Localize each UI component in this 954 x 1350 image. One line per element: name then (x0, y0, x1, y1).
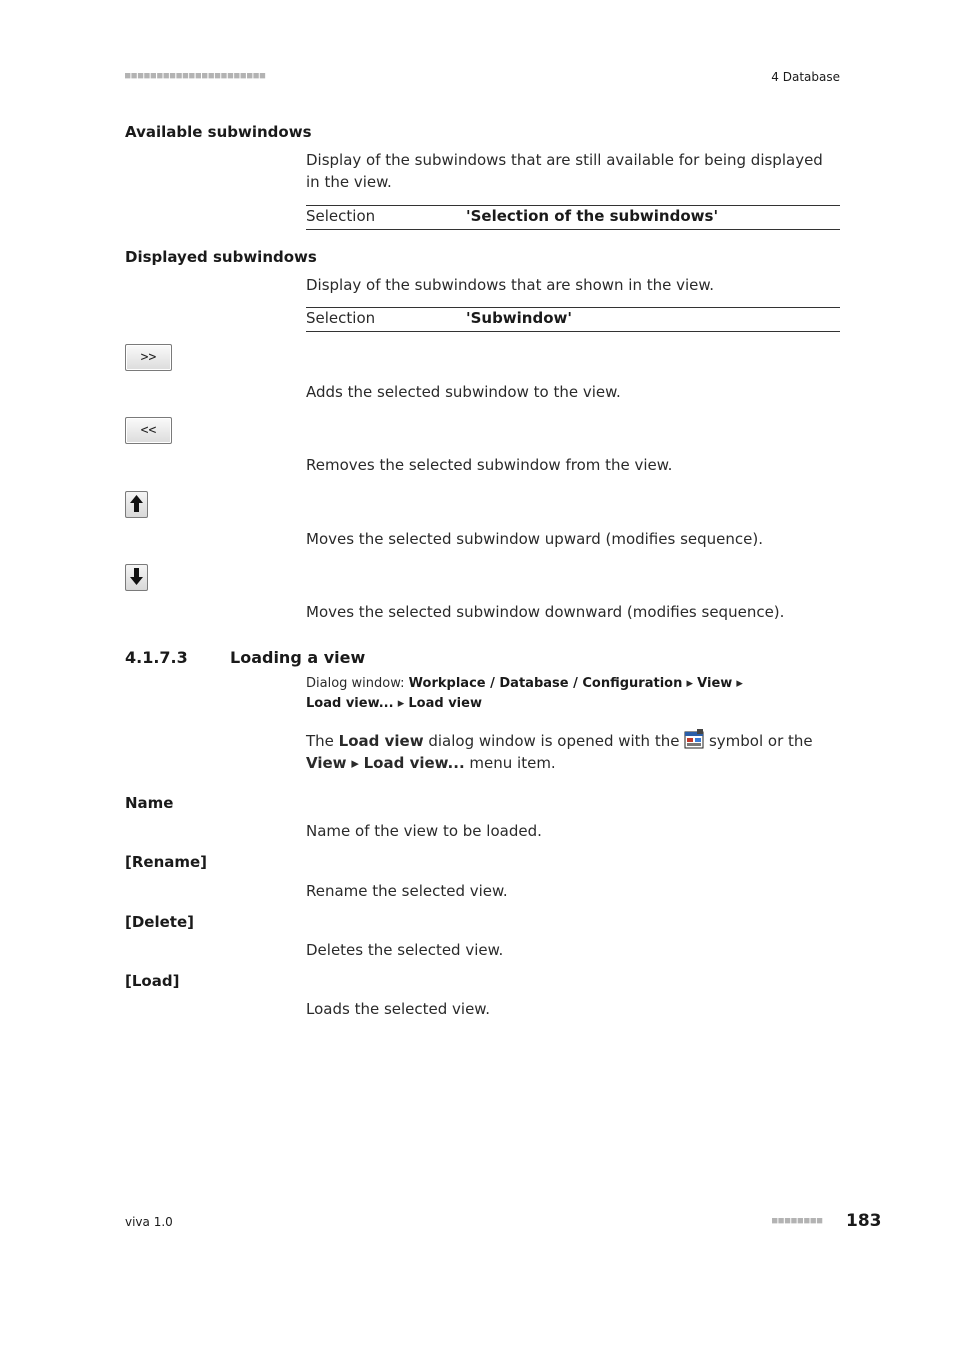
path-arrow: ▸ (351, 754, 359, 772)
available-subwindows-heading: Available subwindows (125, 123, 312, 141)
move-up-desc: Moves the selected subwindow upward (modifies sequence). (306, 530, 763, 548)
add-subwindow-desc: Adds the selected subwindow to the view. (306, 383, 621, 401)
selection-key: Selection (306, 309, 376, 327)
dialog-path-4: Load view (408, 696, 482, 711)
intro-bold: Load view... (363, 754, 465, 772)
dialog-window-path (306, 674, 776, 714)
selection-value: 'Subwindow' (466, 309, 572, 327)
remove-subwindow-desc: Removes the selected subwindow from the view. (306, 456, 673, 474)
arrow-down-icon (129, 567, 144, 586)
header-decoration: ■■■■■■■■■■■■■■■■■■■■■■ (125, 71, 267, 81)
intro-bold: Load view (338, 732, 424, 750)
dialog-prefix: Dialog window: (306, 676, 409, 691)
dialog-path-3: Load view... (306, 696, 394, 711)
footer-decoration: ■■■■■■■■ (772, 1216, 824, 1226)
param-load-desc: Loads the selected view. (306, 1000, 490, 1018)
displayed-subwindows-desc: Display of the subwindows that are shown in the view. (306, 276, 715, 294)
section-number: 4.1.7.3 (125, 648, 188, 667)
displayed-selection-table (306, 307, 840, 332)
dialog-path-2: View (697, 676, 733, 691)
param-name-desc: Name of the view to be loaded. (306, 822, 542, 840)
chapter-title: 4 Database (771, 70, 840, 84)
param-name-heading: Name (125, 794, 174, 812)
arrow-up-icon (129, 494, 144, 513)
intro-text: dialog window is opened with the (423, 732, 685, 750)
move-down-button[interactable] (125, 564, 148, 591)
param-load-heading: [Load] (125, 972, 180, 990)
footer-product: viva 1.0 (125, 1215, 173, 1229)
move-down-desc: Moves the selected subwindow downward (modifies sequence). (306, 603, 785, 621)
intro-text: The (306, 732, 339, 750)
param-delete-heading: [Delete] (125, 913, 194, 931)
load-view-intro (306, 729, 840, 774)
move-up-button[interactable] (125, 491, 148, 518)
available-selection-table (306, 205, 840, 230)
displayed-subwindows-heading: Displayed subwindows (125, 248, 317, 266)
dialog-path-1: Workplace / Database / Configuration (408, 676, 683, 691)
path-arrow: ▸ (397, 696, 405, 711)
load-view-icon (684, 729, 704, 749)
path-arrow: ▸ (736, 676, 743, 691)
param-delete-desc: Deletes the selected view. (306, 941, 504, 959)
add-subwindow-button[interactable]: >> (125, 344, 172, 371)
selection-key: Selection (306, 207, 376, 225)
param-rename-desc: Rename the selected view. (306, 882, 508, 900)
param-rename-heading: [Rename] (125, 853, 208, 871)
selection-value: 'Selection of the subwindows' (466, 207, 719, 225)
intro-text: symbol or the (704, 732, 813, 750)
intro-bold: View (306, 754, 347, 772)
intro-text: menu item. (464, 754, 556, 772)
remove-subwindow-button[interactable]: << (125, 417, 172, 444)
path-arrow: ▸ (686, 676, 694, 691)
available-subwindows-desc: Display of the subwindows that are still available for being displayed in the view. (306, 151, 823, 191)
page-number: 183 (846, 1211, 882, 1231)
section-title: Loading a view (230, 648, 366, 667)
